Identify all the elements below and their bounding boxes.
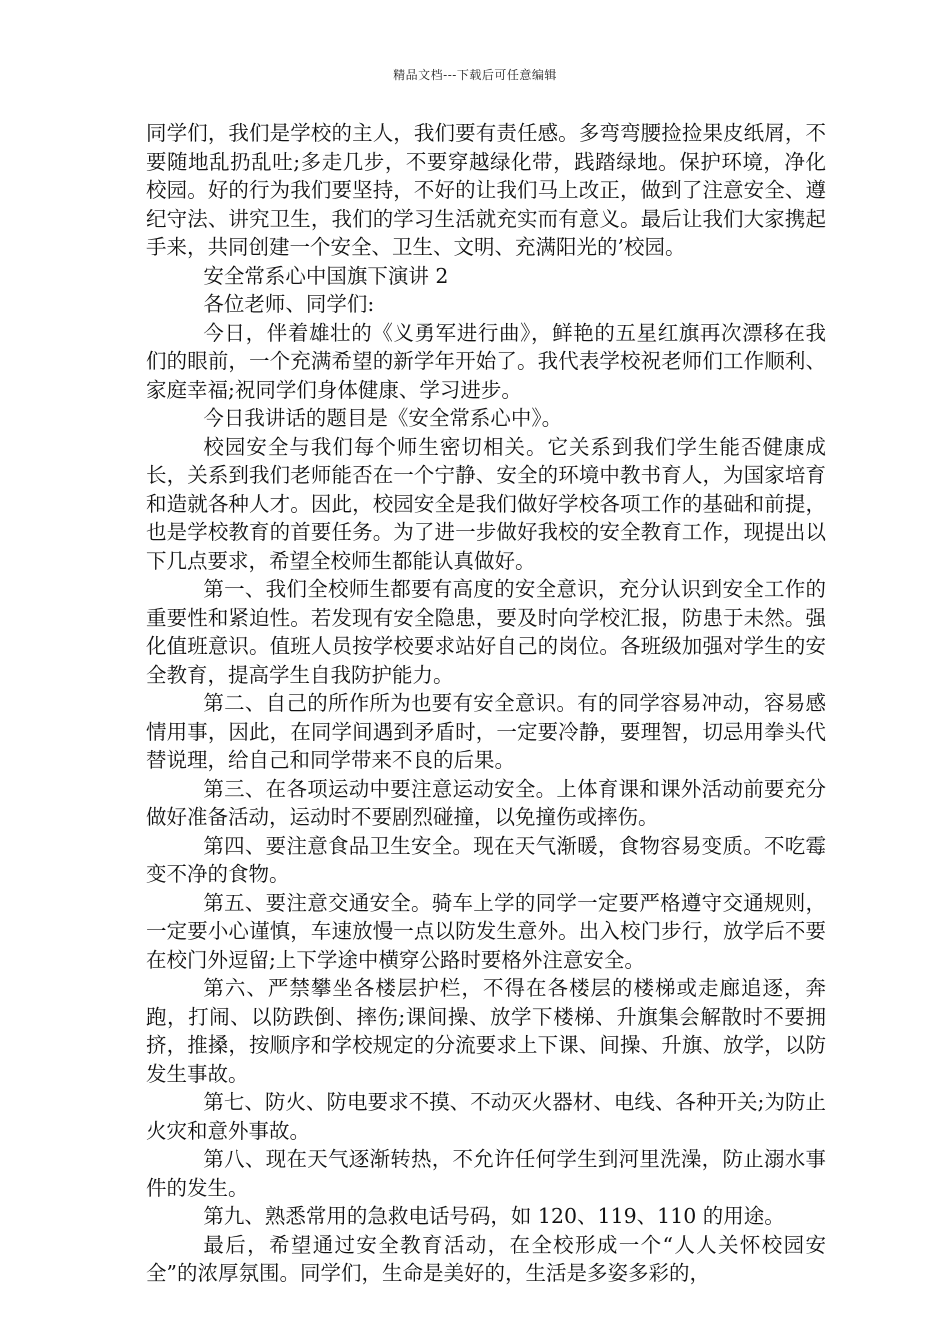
paragraph-point-5: 第五、要注意交通安全。骑车上学的同学一定要严格遵守交通规则，一定要小心谨慎，车速放慢一点以防发生意外。出入校门步行，放学后不要在校门外逗留;上下学途中横穿公路时要格外注意安全。 (146, 890, 826, 972)
paragraph-campus-safety: 校园安全与我们每个师生密切相关。它关系到我们学生能否健康成长，关系到我们老师能否在一个宁静、安全的环境中教书育人，为国家培育和造就各种人才。因此，校园安全是我们做好学校各项工作的基础和前提，也是学校教育的首要任务。为了进一步做好我校的安全教育工作，现提出以下几点要求，希望全校师生都能认真做好。 (146, 434, 826, 573)
paragraph-point-4: 第四、要注意食品卫生安全。现在天气渐暖，食物容易变质。不吃霉变不净的食物。 (146, 833, 826, 886)
paragraph-point-9: 第九、熟悉常用的急救电话号码，如 120、119、110 的用途。 (203, 1204, 785, 1228)
paragraph-point-7: 第七、防火、防电要求不摸、不动灭火器材、电线、各种开关;为防止火灾和意外事故。 (146, 1090, 826, 1143)
paragraph-point-3: 第三、在各项运动中要注意运动安全。上体育课和课外活动前要充分做好准备活动，运动时不要剧烈碰撞，以免撞伤或摔伤。 (146, 776, 826, 829)
paragraph-1: 同学们，我们是学校的主人，我们要有责任感。多弯弯腰捡捡果皮纸屑，不要随地乱扔乱吐;多走几步，不要穿越绿化带，践踏绿地。保护环境，净化校园。好的行为我们要坚持，不好的让我们马上改正，做到了注意安全、遵纪守法、讲究卫生，我们的学习生活就充实而有意义。最后让我们大家携起手来，共同创建一个安全、卫生、文明、充满阳光的’校园。 (146, 121, 826, 259)
paragraph-point-6: 第六、严禁攀坐各楼层护栏，不得在各楼层的楼梯或走廊追逐，奔跑，打闹、以防跌倒、摔伤;课间操、放学下楼梯、升旗集会解散时不要拥挤，推搡，按顺序和学校规定的分流要求上下课、间操、升旗、放学，以防发生事故。 (146, 976, 826, 1086)
paragraph-point-2: 第二、自己的所作所为也要有安全意识。有的同学容易冲动，容易感情用事，因此，在同学间遇到矛盾时，一定要冷静，要理智，切忌用拳头代替说理，给自己和同学带来不良的后果。 (146, 691, 826, 772)
speech-title: 安全常系心中国旗下演讲 2 (203, 263, 449, 288)
paragraph-topic: 今日我讲话的题目是《安全常系心中》。 (203, 406, 563, 430)
page-header: 精品文档---下载后可任意编辑 (393, 68, 557, 82)
paragraph-opening: 今日，伴着雄壮的《义勇军进行曲》，鲜艳的五星红旗再次漂移在我们的眼前，一个充满希望的新学年开始了。我代表学校祝老师们工作顺利、家庭幸福;祝同学们身体健康、学习进步。 (146, 320, 826, 402)
paragraph-point-8: 第八、现在天气逐渐转热，不允许任何学生到河里洗澡，防止溺水事件的发生。 (146, 1147, 826, 1200)
salutation: 各位老师、同学们: (203, 292, 375, 316)
paragraph-point-1: 第一、我们全校师生都要有高度的安全意识，充分认识到安全工作的重要性和紧迫性。若发现有安全隐患，要及时向学校汇报，防患于未然。强化值班意识。值班人员按学校要求站好自己的岗位。各班级加强对学生的安全教育，提高学生自我防护能力。 (146, 577, 826, 687)
paragraph-closing: 最后，希望通过安全教育活动，在全校形成一个“人人关怀校园安全”的浓厚氛围。同学们，生命是美好的，生活是多姿多彩的， (146, 1232, 826, 1285)
document-body (146, 119, 826, 1288)
